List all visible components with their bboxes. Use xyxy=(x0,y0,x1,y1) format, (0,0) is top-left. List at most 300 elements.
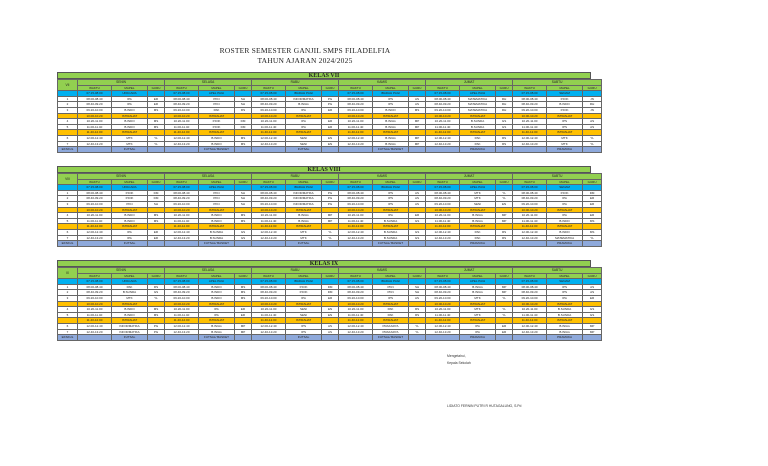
time-cell: 08.40-09.20 xyxy=(78,196,112,202)
teacher-cell: MS xyxy=(235,135,252,141)
time-cell: 12.40-13.20 xyxy=(339,329,373,335)
period-number: 6 xyxy=(58,323,78,329)
subject-cell: ISTIRAHAT xyxy=(112,224,148,230)
time-cell: 07.15-08.00 xyxy=(339,279,373,285)
day-header: KAMIS xyxy=(339,80,426,86)
column-header: MAPEL xyxy=(460,85,496,91)
teacher-cell: YL xyxy=(148,141,165,147)
subject-cell: PRAMUKA xyxy=(460,241,496,247)
time-cell: 08.00-08.40 xyxy=(513,284,547,290)
teacher-cell: PG xyxy=(322,102,339,108)
subject-cell: MTK xyxy=(112,141,148,147)
teacher-cell: MS xyxy=(148,312,165,318)
time-cell: 12.00-12.40 xyxy=(513,135,547,141)
subject-cell: IPA xyxy=(547,295,583,301)
subject-cell: IPA xyxy=(112,229,148,235)
subject-cell: B.SUNDA xyxy=(460,124,496,130)
period-number: 7 xyxy=(58,235,78,241)
subject-cell: IPA xyxy=(199,312,235,318)
time-cell: 10.20-11.00 xyxy=(513,213,547,219)
time-cell: 07.15-08.00 xyxy=(78,91,112,97)
time-cell: 07.15-08.00 xyxy=(513,185,547,191)
time-cell: 11.00-11.40 xyxy=(426,124,460,130)
subject-cell: PKN xyxy=(199,201,235,207)
subject-cell: ISTIRAHAT xyxy=(460,318,496,324)
subject-cell: B.INGG xyxy=(373,119,409,125)
time-cell: 12.00-12.40 xyxy=(252,323,286,329)
teacher-cell: MP xyxy=(409,124,426,130)
teacher-cell: MS xyxy=(235,213,252,219)
column-header: WAKTU xyxy=(78,85,112,91)
teacher-cell: MS xyxy=(583,229,602,235)
subject-cell: PKN xyxy=(199,190,235,196)
subject-cell: ISTIRAHAT xyxy=(286,318,322,324)
teacher-cell: SH xyxy=(409,284,426,290)
ekskul-row xyxy=(58,241,602,247)
subject-cell: PJOK xyxy=(286,284,322,290)
period-number: 2 xyxy=(58,290,78,296)
teacher-cell: ER xyxy=(583,201,602,207)
time-cell: 07.15-08.00 xyxy=(426,91,460,97)
time-cell: 10.20-11.00 xyxy=(165,119,199,125)
subject-cell: ISTIRAHAT xyxy=(286,224,322,230)
time-cell: 11.40-12.00 xyxy=(78,318,112,324)
subject-cell: SENAM xyxy=(547,279,583,285)
teacher-cell: ER xyxy=(235,312,252,318)
subject-cell: IPA xyxy=(460,329,496,335)
subject-cell: B.INDO xyxy=(199,218,235,224)
time-cell: 08.00-08.40 xyxy=(339,190,373,196)
subject-cell: IPS xyxy=(547,124,583,130)
time-cell: 12.00-12.40 xyxy=(339,135,373,141)
teacher-cell: MP xyxy=(409,135,426,141)
time-cell: 08.40-09.20 xyxy=(252,290,286,296)
column-header: GURU xyxy=(496,273,513,279)
teacher-cell: RS xyxy=(496,235,513,241)
time-cell: 08.40-09.20 xyxy=(165,290,199,296)
subject-cell: PJOK xyxy=(286,290,322,296)
time-cell: 08.40-09.20 xyxy=(426,102,460,108)
subject-cell: MTK xyxy=(286,235,322,241)
day-header: KAMIS xyxy=(339,174,426,180)
column-header: MAPEL xyxy=(547,85,583,91)
period-number: 5 xyxy=(58,124,78,130)
time-cell: 10.00-10.20 xyxy=(339,113,373,119)
subject-cell: FUTSAL xyxy=(286,335,322,341)
day-header: SELASA xyxy=(165,268,252,274)
time-cell: 11.00-11.40 xyxy=(78,312,112,318)
subject-cell: MTK xyxy=(460,190,496,196)
subject-cell: IPS xyxy=(373,102,409,108)
subject-cell: B.INDO xyxy=(112,312,148,318)
subject-cell: ISTIRAHAT xyxy=(547,113,583,119)
teacher-cell: YL xyxy=(496,196,513,202)
time-cell: 08.00-08.40 xyxy=(78,284,112,290)
column-header: WAKTU xyxy=(252,273,286,279)
column-header: MAPEL xyxy=(112,273,148,279)
subject-cell: B.INDO xyxy=(373,107,409,113)
subject-cell: IBADAH PAGI xyxy=(373,279,409,285)
subject-cell: ISTIRAHAT xyxy=(286,207,322,213)
subject-cell: PJOK xyxy=(199,119,235,125)
time-cell: 09.20-10.00 xyxy=(339,107,373,113)
subject-cell: ISTIRAHAT xyxy=(460,301,496,307)
subject-cell: IPA xyxy=(112,235,148,241)
subject-cell: B.SUNDA xyxy=(199,229,235,235)
teacher-cell: DM xyxy=(322,284,339,290)
day-header: JUMAT xyxy=(426,174,513,180)
subject-cell: ISTIRAHAT xyxy=(112,301,148,307)
teacher-cell: EN xyxy=(322,307,339,313)
time-cell: 11.00-11.40 xyxy=(426,218,460,224)
subject-cell: IBADAH PAGI xyxy=(286,91,322,97)
subject-cell: INFORMATIKA xyxy=(286,96,322,102)
subject-cell: B.SUNDA xyxy=(460,119,496,125)
time-cell: 08.40-09.20 xyxy=(252,102,286,108)
time-cell: 11.40-12.00 xyxy=(339,130,373,136)
time-cell: 11.40-12.00 xyxy=(426,130,460,136)
teacher-cell xyxy=(322,335,339,341)
time-cell xyxy=(513,241,547,247)
teacher-cell xyxy=(322,147,339,153)
column-header: MAPEL xyxy=(460,179,496,185)
subject-cell: ISTIRAHAT xyxy=(460,130,496,136)
time-cell: 10.00-10.20 xyxy=(513,207,547,213)
teacher-cell: DM xyxy=(583,190,602,196)
time-cell: 07.15-08.00 xyxy=(339,91,373,97)
day-header: RABU xyxy=(252,174,339,180)
subject-cell: FUTSAL/ BASKET xyxy=(373,147,409,153)
subject-cell: IPS xyxy=(286,323,322,329)
teacher-cell: DM xyxy=(148,190,165,196)
time-cell xyxy=(339,241,373,247)
teacher-cell: GS xyxy=(583,312,602,318)
time-cell xyxy=(513,147,547,153)
day-header: JUMAT xyxy=(426,268,513,274)
day-header: SABTU xyxy=(513,268,602,274)
subject-cell: IPS xyxy=(373,96,409,102)
time-cell: 08.00-08.40 xyxy=(252,190,286,196)
teacher-cell: MS xyxy=(148,107,165,113)
time-cell: 08.00-08.40 xyxy=(78,190,112,196)
class-block xyxy=(57,166,597,247)
time-cell: 10.20-11.00 xyxy=(78,213,112,219)
time-cell: 11.40-12.00 xyxy=(252,318,286,324)
column-header: GURU xyxy=(409,85,426,91)
teacher-cell: YL xyxy=(409,329,426,335)
period-number: 3 xyxy=(58,295,78,301)
time-cell: 08.40-09.20 xyxy=(426,196,460,202)
subject-cell: B.INGG xyxy=(286,213,322,219)
subject-cell: B.SUNDA xyxy=(547,312,583,318)
period-number: 4 xyxy=(58,119,78,125)
period-number: 1 xyxy=(58,284,78,290)
subject-cell: B.INGG xyxy=(199,323,235,329)
time-cell: 12.00-12.40 xyxy=(513,323,547,329)
day-header: SENIN xyxy=(78,80,165,86)
subject-cell: B.INGG xyxy=(460,284,496,290)
column-header: WAKTU xyxy=(513,179,547,185)
time-cell: 10.00-10.20 xyxy=(426,301,460,307)
subject-cell: FUTSAL xyxy=(112,147,148,153)
subject-cell: PJOK xyxy=(547,96,583,102)
time-cell: 07.15-08.00 xyxy=(165,91,199,97)
subject-cell: PJOK xyxy=(547,107,583,113)
time-cell: 07.15-08.00 xyxy=(252,185,286,191)
period-number: 2 xyxy=(58,102,78,108)
time-cell: 08.40-09.20 xyxy=(339,196,373,202)
time-cell: 11.00-11.40 xyxy=(165,124,199,130)
time-cell: 11.00-11.40 xyxy=(513,124,547,130)
teacher-cell: JN xyxy=(583,107,602,113)
teacher-cell xyxy=(148,335,165,341)
teacher-cell: ER xyxy=(148,235,165,241)
class-heading: KELAS VII xyxy=(57,72,591,79)
teacher-cell: PG xyxy=(148,323,165,329)
subject-cell: PAK xyxy=(460,235,496,241)
column-header: GURU xyxy=(148,273,165,279)
subject-cell: IPA xyxy=(547,201,583,207)
time-cell: 10.00-10.20 xyxy=(426,207,460,213)
time-cell: 11.00-11.40 xyxy=(78,218,112,224)
subject-cell: ISTIRAHAT xyxy=(199,224,235,230)
subject-cell: IBADAH PAGI xyxy=(373,91,409,97)
time-cell: 12.00-12.40 xyxy=(252,229,286,235)
time-cell: 09.20-10.00 xyxy=(426,107,460,113)
column-header: WAKTU xyxy=(426,85,460,91)
time-cell: 08.40-09.20 xyxy=(165,196,199,202)
subject-cell: IPS xyxy=(547,290,583,296)
teacher-cell: ER xyxy=(583,196,602,202)
teacher-cell xyxy=(409,335,426,341)
column-header: MAPEL xyxy=(373,179,409,185)
time-cell: 07.15-08.00 xyxy=(78,185,112,191)
teacher-cell: GS xyxy=(583,307,602,313)
time-cell: 11.40-12.00 xyxy=(426,318,460,324)
time-cell: 11.40-12.00 xyxy=(78,130,112,136)
time-cell: 10.20-11.00 xyxy=(426,213,460,219)
time-cell: 10.00-10.20 xyxy=(252,207,286,213)
subject-cell: IPA xyxy=(373,213,409,219)
time-cell: 07.15-08.00 xyxy=(165,279,199,285)
class-heading: KELAS VIII xyxy=(57,166,591,173)
teacher-cell: JN xyxy=(583,96,602,102)
subject-cell: B.INGG xyxy=(460,213,496,219)
subject-cell: INFORMATIKA xyxy=(286,196,322,202)
teacher-cell: RS xyxy=(409,307,426,313)
time-cell xyxy=(513,335,547,341)
time-cell: 10.00-10.20 xyxy=(165,113,199,119)
subject-cell: ISTIRAHAT xyxy=(547,301,583,307)
subject-cell: MTK xyxy=(460,295,496,301)
teacher-cell: AS xyxy=(583,290,602,296)
time-cell: 10.20-11.00 xyxy=(513,307,547,313)
teacher-cell: MP xyxy=(322,213,339,219)
teacher-cell: MS xyxy=(148,213,165,219)
period-number: 4 xyxy=(58,307,78,313)
subject-cell: SENAM xyxy=(547,185,583,191)
column-header: MAPEL xyxy=(112,179,148,185)
schedule-table xyxy=(57,267,602,341)
time-cell: 09.20-10.00 xyxy=(165,201,199,207)
column-header: WAKTU xyxy=(252,179,286,185)
time-cell xyxy=(78,335,112,341)
subject-cell: B.SUNDA xyxy=(373,218,409,224)
time-cell: 12.40-13.20 xyxy=(513,329,547,335)
subject-cell: B.INDO xyxy=(112,307,148,313)
subject-cell: APEL PAGI xyxy=(199,279,235,285)
subject-cell: ISTIRAHAT xyxy=(373,224,409,230)
teacher-cell: SH xyxy=(409,290,426,296)
teacher-cell: ER xyxy=(583,295,602,301)
subject-cell: IPA xyxy=(547,213,583,219)
teacher-cell: MP xyxy=(235,329,252,335)
subject-cell: IPS xyxy=(373,201,409,207)
teacher-cell: ER xyxy=(496,323,513,329)
time-cell: 08.40-09.20 xyxy=(339,290,373,296)
time-cell: 08.00-08.40 xyxy=(165,96,199,102)
time-cell: 09.20-10.00 xyxy=(252,295,286,301)
subject-cell: ISTIRAHAT xyxy=(460,113,496,119)
subject-cell: ISTIRAHAT xyxy=(547,207,583,213)
subject-cell: PRAMUKA xyxy=(547,335,583,341)
time-cell: 10.00-10.20 xyxy=(165,207,199,213)
period-number: EKSKUL xyxy=(58,241,78,247)
teacher-cell xyxy=(409,241,426,247)
page-title: ROSTER SEMESTER GANJIL SMPS FILADELFIA xyxy=(219,46,391,55)
ekskul-row xyxy=(58,335,602,341)
subject-cell: APEL PAGI xyxy=(460,91,496,97)
time-cell: 10.00-10.20 xyxy=(78,207,112,213)
teacher-cell: MS xyxy=(409,107,426,113)
period-number: 5 xyxy=(58,218,78,224)
column-header: GURU xyxy=(583,179,602,185)
teacher-cell: MS xyxy=(148,218,165,224)
subject-cell: INFORMATIKA xyxy=(112,323,148,329)
teacher-cell: PG xyxy=(322,190,339,196)
subject-cell: PAK xyxy=(373,312,409,318)
subject-cell: PKN xyxy=(199,102,235,108)
time-cell: 12.40-13.20 xyxy=(165,329,199,335)
teacher-cell: YL xyxy=(322,229,339,235)
subject-cell: ISTIRAHAT xyxy=(286,301,322,307)
column-header: GURU xyxy=(496,179,513,185)
subject-cell: APEL PAGI xyxy=(460,185,496,191)
subject-cell: B.SUNDA xyxy=(112,290,148,296)
column-header: WAKTU xyxy=(513,85,547,91)
teacher-cell: YL xyxy=(322,235,339,241)
time-cell: 09.20-10.00 xyxy=(513,107,547,113)
teacher-cell xyxy=(583,241,602,247)
column-header: WAKTU xyxy=(339,85,373,91)
subject-cell: ISTIRAHAT xyxy=(373,301,409,307)
time-cell: 09.20-10.00 xyxy=(78,107,112,113)
time-cell: 12.40-13.20 xyxy=(426,329,460,335)
teacher-cell: RH xyxy=(496,96,513,102)
time-cell: 08.00-08.40 xyxy=(78,96,112,102)
teacher-cell: YL xyxy=(583,141,602,147)
period-number: 6 xyxy=(58,135,78,141)
subject-cell: PKN xyxy=(373,290,409,296)
teacher-cell: SH xyxy=(235,201,252,207)
time-cell: 08.00-08.40 xyxy=(252,96,286,102)
subject-cell: MTK xyxy=(286,229,322,235)
teacher-cell: GS xyxy=(409,218,426,224)
subject-cell: MATEMATIKA xyxy=(547,235,583,241)
period-number: 7 xyxy=(58,141,78,147)
teacher-cell xyxy=(322,241,339,247)
subject-cell: ISTIRAHAT xyxy=(199,207,235,213)
column-header: WAKTU xyxy=(252,85,286,91)
teacher-cell: DM xyxy=(235,119,252,125)
subject-cell: B.SUNDA xyxy=(373,235,409,241)
subject-cell: IPA xyxy=(199,307,235,313)
time-cell: 08.00-08.40 xyxy=(426,284,460,290)
subject-cell: IPA xyxy=(286,295,322,301)
teacher-cell: YL xyxy=(496,312,513,318)
time-cell: 12.40-13.20 xyxy=(339,235,373,241)
subject-cell: PKN xyxy=(373,284,409,290)
day-header: SELASA xyxy=(165,174,252,180)
time-cell: 12.40-13.20 xyxy=(78,329,112,335)
column-header: GURU xyxy=(322,273,339,279)
subject-cell: ISTIRAHAT xyxy=(373,113,409,119)
time-cell: 08.40-09.20 xyxy=(513,196,547,202)
period-number: 4 xyxy=(58,213,78,219)
subject-cell: B.SUNDA xyxy=(373,229,409,235)
column-header: GURU xyxy=(583,273,602,279)
time-cell: 08.00-08.40 xyxy=(165,284,199,290)
teacher-cell: ER xyxy=(235,307,252,313)
teacher-cell: AS xyxy=(409,102,426,108)
time-cell: 12.40-13.20 xyxy=(252,235,286,241)
teacher-cell: RS xyxy=(496,135,513,141)
subject-cell: MTK xyxy=(112,135,148,141)
time-cell xyxy=(252,241,286,247)
subject-cell: IPS xyxy=(547,119,583,125)
time-cell: 11.00-11.40 xyxy=(513,312,547,318)
time-cell: 07.15-08.00 xyxy=(165,185,199,191)
time-cell: 11.00-11.40 xyxy=(78,124,112,130)
subject-cell: APEL PAGI xyxy=(199,185,235,191)
time-cell: 08.40-09.20 xyxy=(513,102,547,108)
time-cell: 11.00-11.40 xyxy=(252,312,286,318)
day-header: SENIN xyxy=(78,174,165,180)
time-cell xyxy=(165,241,199,247)
time-cell: 10.20-11.00 xyxy=(426,307,460,313)
teacher-cell: EN xyxy=(496,201,513,207)
subject-cell: ISTIRAHAT xyxy=(199,318,235,324)
column-header: MAPEL xyxy=(112,85,148,91)
subject-cell: ISTIRAHAT xyxy=(112,207,148,213)
footer-principal-title: Kepala Sekolah xyxy=(447,361,471,365)
time-cell: 12.40-13.20 xyxy=(78,235,112,241)
subject-cell: PRAMUKA xyxy=(547,147,583,153)
column-header: MAPEL xyxy=(286,179,322,185)
subject-cell: ISTIRAHAT xyxy=(286,113,322,119)
teacher-cell: RS xyxy=(235,107,252,113)
class-label-cell: VIII xyxy=(58,174,78,185)
time-cell: 12.40-13.20 xyxy=(252,141,286,147)
time-cell xyxy=(78,241,112,247)
teacher-cell: MP xyxy=(496,284,513,290)
subject-cell: B.INGG xyxy=(373,124,409,130)
subject-cell: ISTIRAHAT xyxy=(547,318,583,324)
time-cell: 08.00-08.40 xyxy=(165,190,199,196)
time-cell: 09.20-10.00 xyxy=(165,107,199,113)
subject-cell: PRAMUKA xyxy=(547,241,583,247)
subject-cell: IPA xyxy=(547,196,583,202)
